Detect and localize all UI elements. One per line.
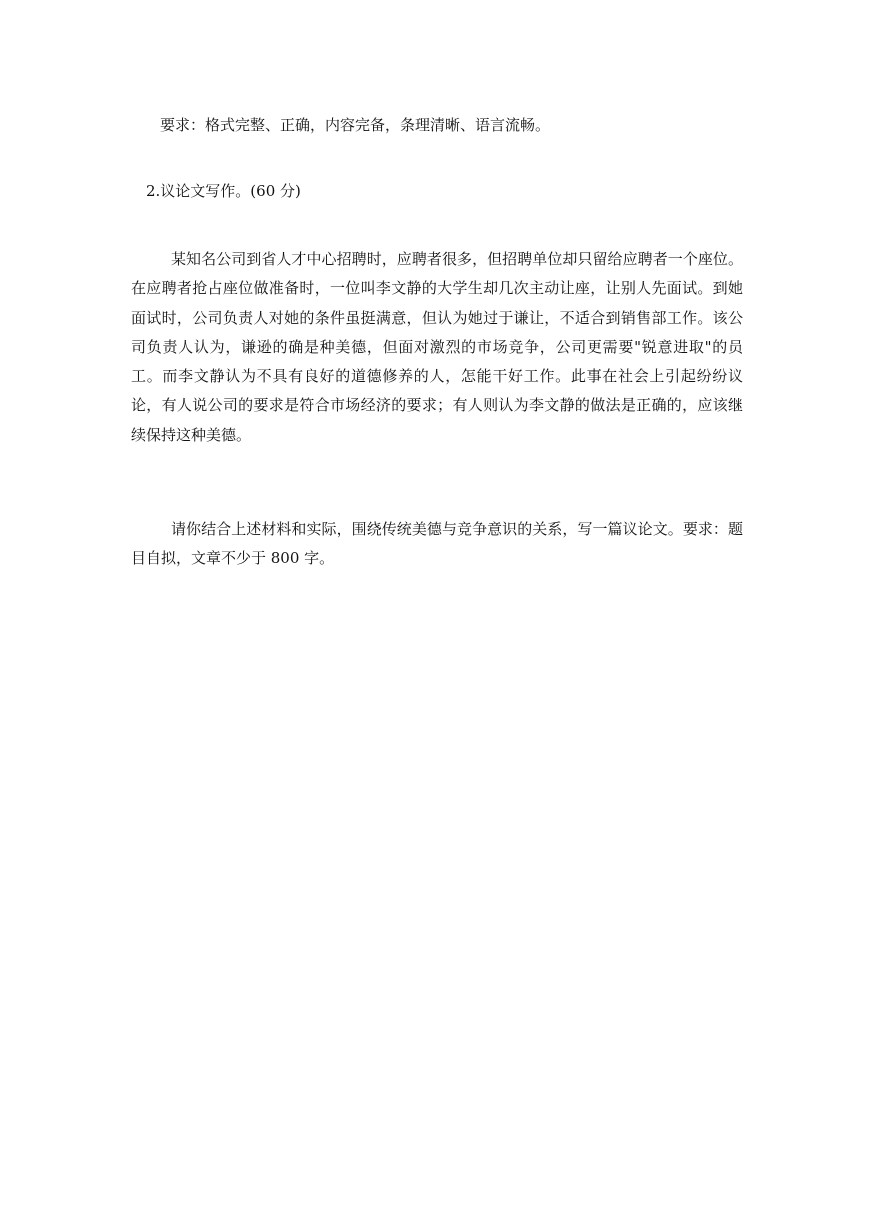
material-paragraph: 某知名公司到省人才中心招聘时，应聘者很多，但招聘单位却只留给应聘者一个座位。在应聘者抢占座位做准备时，一位叫李文静的大学生却几次主动让座，让别人先面试。到她面试时，公司负责人对她的条件虽挺满意，但认为她过于谦让，不适合到销售部工作。该公司负责人认为，谦逊的确是种美德，但面对激烈的市场竞争，公司更需要"锐意进取"的员工。而李文静认为不具有良好的道德修养的人，怎能干好工作。此事在社会上引起纷纷议论，有人说公司的要求是符合市场经济的要求；有人则认为李文静的做法是正确的，应该继续保持这种美德。: [131, 250, 743, 444]
task-paragraph: 请你结合上述材料和实际，围绕传统美德与竞争意识的关系，写一篇议论文。要求：题目自拟，文章不少于 800 字。: [131, 520, 743, 568]
section-heading: 2.议论文写作。(60 分): [146, 182, 301, 200]
requirement-line: 要求：格式完整、正确，内容完备，条理清晰、语言流畅。: [160, 116, 551, 134]
